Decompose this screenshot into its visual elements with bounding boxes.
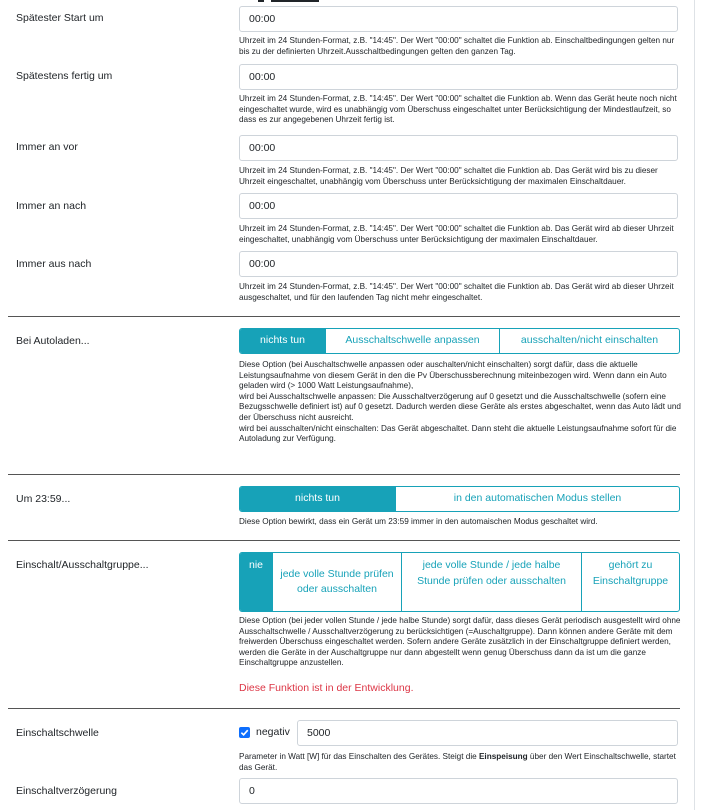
immer-an-vor-input[interactable]: 00:00 <box>239 135 678 161</box>
check-icon <box>240 728 249 737</box>
gruppe-option-halbe-stunde[interactable]: jede volle Stunde / jede halbe Stunde prüfen oder ausschalten <box>402 553 582 611</box>
autoladen-button-group <box>239 328 680 354</box>
spaetester-start-label: Spätester Start um <box>16 12 104 24</box>
immer-aus-nach-label: Immer aus nach <box>16 258 92 270</box>
gruppe-button-group <box>239 552 680 612</box>
einschaltverzoegerung-input[interactable]: 0 <box>239 778 678 804</box>
gruppe-label: Einschalt/Ausschaltgruppe... <box>16 559 149 571</box>
autoladen-help-line: Diese Option (bei Auschaltschwelle anpassen oder auschalten/nicht einschalten) sorgt dafür, dass die aktuelle Leistungsaufnahme von diesem Gerät in den die Pv Überschussberechnung miteinbezogen wird. Wenn dann ein Auto geladen wird (> 1000 Watt Leistungsaufnahme), <box>239 360 667 391</box>
immer-aus-nach-input[interactable]: 00:00 <box>239 251 678 277</box>
spaetestens-fertig-help: Uhrzeit im 24 Stunden-Format, z.B. "14:45". Der Wert "00:00" schaltet die Funktion ab. Wenn das Gerät heute noch nicht eingeschaltet wurde, wird es unabhängig vom Überschuss eingeschaltet unter Berücksichtigung der Mindestlaufzeit, so dass es zur angegebenen Uhrzeit fertig ist. <box>239 94 677 125</box>
immer-an-vor-label: Immer an vor <box>16 141 78 153</box>
autoladen-option-ausschaltschwelle[interactable]: Ausschaltschwelle anpassen <box>326 329 500 353</box>
gruppe-option-nie[interactable]: nie <box>240 553 273 611</box>
einschaltschwelle-help-bold: Einspeisung <box>478 752 528 761</box>
gruppe-option-volle-stunde[interactable]: jede volle Stunde prüfen oder ausschalten <box>273 553 402 611</box>
autoladen-help-line: wird bei Ausschaltschwelle anpassen: Die Ausschaltverzögerung auf 0 gesetzt und die Ausschaltschwelle (sofern eine Bezugsschwelle definiert ist) auf 0 gesetzt. Dadurch werden diese Geräte als erstes abgeschaltet, wenn das Auto lädt und der Überschuss nicht ausreicht. <box>239 391 681 422</box>
autoladen-help-line: wird bei ausschalten/nicht einschalten: Das Gerät abgeschaltet. Dann steht die aktuelle Leistungsaufnahme sofort für die Autoladung zur Verfügung. <box>239 423 677 444</box>
immer-an-nach-input[interactable]: 00:00 <box>239 193 678 219</box>
spaetester-start-help: Uhrzeit im 24 Stunden-Format, z.B. "14:45". Der Wert "00:00" schaltet die Funktion ab. Einschaltbedingungen gelten nur bis zu der definierten Uhrzeit.Ausschaltbedingungen gelten den ganzen Tag. <box>239 36 675 56</box>
einschaltschwelle-input[interactable]: 5000 <box>297 720 678 746</box>
section-divider <box>8 708 680 709</box>
immer-an-nach-help: Uhrzeit im 24 Stunden-Format, z.B. "14:45". Der Wert "00:00" schaltet die Funktion ab. Das Gerät wird ab dieser Uhrzeit eingeschaltet, unabhängig vom Überschuss unter Berücksichtigung der maximalen Einschaltdauer. <box>239 224 674 244</box>
spaetestens-fertig-label: Spätestens fertig um <box>16 70 113 82</box>
einschaltschwelle-help-pre: Parameter in Watt [W] für das Einschalten des Gerätes. Steigt die <box>239 752 479 761</box>
immer-an-nach-label: Immer an nach <box>16 200 87 212</box>
clipped-text-fragment <box>258 0 264 2</box>
section-divider <box>8 316 680 317</box>
negativ-checkbox-label: negativ <box>256 726 290 738</box>
immer-aus-nach-help: Uhrzeit im 24 Stunden-Format, z.B. "14:45". Der Wert "00:00" schaltet die Funktion ab. Das Gerät wird ab dieser Uhrzeit ausgeschaltet, und für den laufenden Tag nicht mehr eingeschaltet. <box>239 282 674 302</box>
um2359-option-automatik[interactable]: in den automatischen Modus stellen <box>453 492 622 505</box>
um2359-label: Um 23:59... <box>16 493 71 505</box>
autoladen-option-nichts-tun[interactable]: nichts tun <box>240 329 326 353</box>
einschaltschwelle-help <box>239 752 682 773</box>
gruppe-warning: Diese Funktion ist in der Entwicklung. <box>239 682 414 694</box>
autoladen-label: Bei Autoladen... <box>16 335 90 347</box>
section-divider <box>8 474 680 475</box>
autoladen-option-ausschalten[interactable]: ausschalten/nicht einschalten <box>520 334 659 347</box>
spaetestens-fertig-input[interactable]: 00:00 <box>239 64 678 90</box>
autoladen-help <box>239 360 682 445</box>
um2359-option-nichts-tun[interactable]: nichts tun <box>240 487 396 511</box>
einschaltschwelle-help-post: über den Wert Einschaltschwelle, startet das Gerät. <box>239 752 676 772</box>
section-divider <box>8 540 680 541</box>
gruppe-option-einschaltgruppe[interactable]: gehört zu Einschaltgruppe <box>592 559 669 587</box>
immer-an-vor-help: Uhrzeit im 24 Stunden-Format, z.B. "14:45". Der Wert "00:00" schaltet die Funktion ab. Das Gerät wird bis zu dieser Uhrzeit eingeschaltet, unabhängig vom Überschuss unter Berücksichtigung der maximalen Einschaltdauer. <box>239 166 658 186</box>
um2359-button-group <box>239 486 680 512</box>
um2359-help: Diese Option bewirkt, dass ein Gerät um 23:59 immer in den automaischen Modus geschaltet wird. <box>239 517 598 526</box>
spaetester-start-input[interactable]: 00:00 <box>239 6 678 32</box>
clipped-text-fragment <box>271 0 319 2</box>
negativ-checkbox[interactable] <box>239 727 250 738</box>
einschaltverzoegerung-label: Einschaltverzögerung <box>16 785 117 797</box>
gruppe-help: Diese Option (bei jeder vollen Stunde / jede halbe Stunde) sorgt dafür, dass dieses Gerät periodisch ausgestellt wird ohne Ausschaltschwelle / Ausschaltverzögerung zu berücksichtigen (=Auschaltgruppe). Dann können andere Geräte mit dem freiwerden Überschuss eingeschaltet werden. Sofern andere Geräte zusätzlich in der Einschaltgruppe definiert werden, werden die Geräte in der Auschaltgruppe nur dann abgestellt wenn genug Überschuss dann da ist um die ganze Einschaltgruppe anzustellen. <box>239 616 681 668</box>
einschaltschwelle-label: Einschaltschwelle <box>16 727 99 739</box>
